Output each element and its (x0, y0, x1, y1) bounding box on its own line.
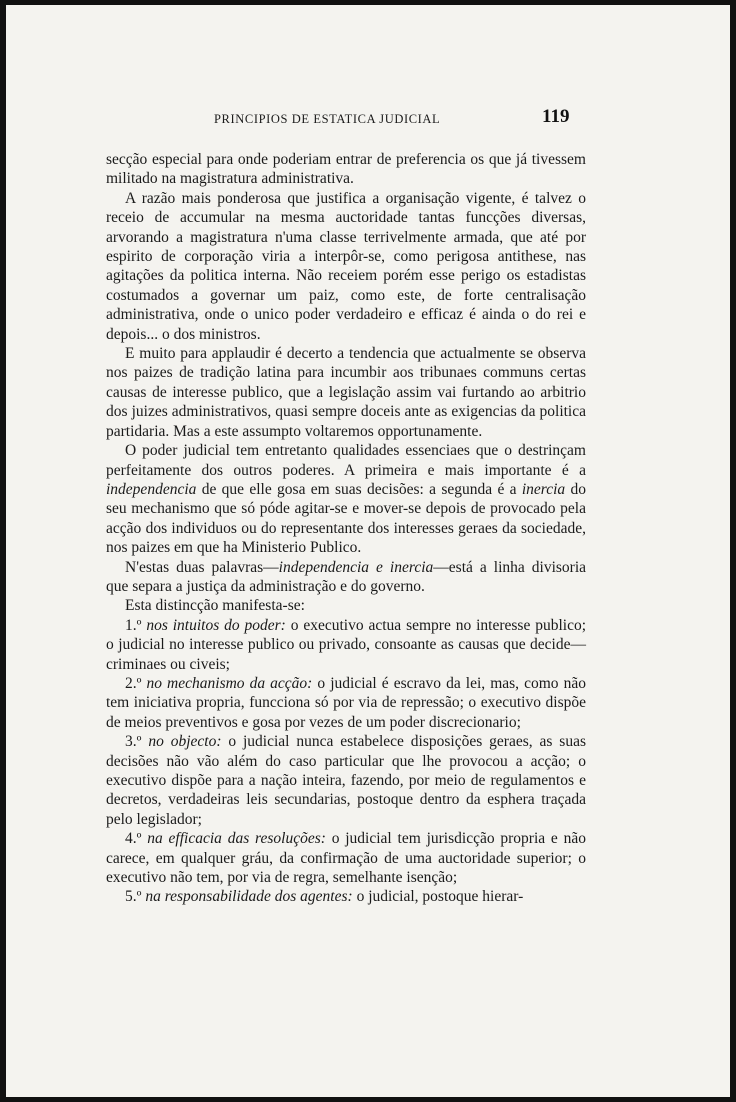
paragraph: A razão mais ponderosa que justifica a organisação vigente, é talvez o receio de accumular na mesma auctoridade tantas funcções diversas, arvorando a magistratura n'uma classe terrivelmente armada, que até por espirito de corporação viria a interpôr-se, como perigosa antithese, nas agitações da politica interna. Não receiem porém esse perigo os estadistas costumados a governar um paiz, como este, de forte centralisação administrativa, onde o unico poder verdadeiro e efficaz é ainda o do rei e depois... o dos ministros. (106, 189, 586, 343)
paragraph: Esta distincção manifesta-se: (125, 597, 305, 615)
paragraph: N'estas duas palavras—independencia e inercia—está a linha divisoria que separa a justiça da administração e do governo. (106, 558, 587, 595)
emphasis: inercia (521, 480, 566, 498)
list-item: 1.º nos intuitos do poder: o executivo actua sempre no interesse publico; o judicial no interesse publico ou privado, consoante as causas que decide—criminaes ou civeis; (106, 616, 587, 673)
emphasis: na responsabilidade dos agentes: (145, 888, 353, 906)
list-item: 5.º na responsabilidade dos agentes: o judicial, postoque hierar- (125, 888, 524, 906)
paragraph: E muito para applaudir é decerto a tendencia que actualmente se observa nos paizes de tradição latina para incumbir aos tribunaes communs certas causas de interesse publico, que a legislação assim vai furtando ao arbitrio dos juizes administrativos, quasi sempre doceis ante as exigencias da politica partidaria. Mas a este assumpto voltaremos opportunamente. (106, 345, 586, 440)
emphasis: na efficacia das resoluções: (147, 830, 326, 848)
book-page (6, 5, 730, 1097)
page-number: 119 (542, 106, 570, 127)
emphasis: independencia e inercia (278, 558, 434, 576)
running-title: PRINCIPIOS DE ESTATICA JUDICIAL (214, 112, 441, 126)
list-item: 2.º no mechanismo da acção: o judicial é escravo da lei, mas, como não tem iniciativa propria, funcciona só por via de repressão; o executivo dispõe de meios preventivos e gosa por vezes de um poder discrecionario; (106, 674, 586, 731)
list-item: 4.º na efficacia das resoluções: o judicial tem jurisdicção propria e não carece, em qualquer gráu, da confirmação de uma auctoridade superior; o executivo não tem, por via de regra, semelhante isenção; (106, 830, 586, 887)
emphasis: nos intuitos do poder: (146, 616, 286, 634)
paragraph: O poder judicial tem entretanto qualidades essenciaes que o destrinçam perfeitamente dos outros poderes. A primeira e mais importante é a independencia de que elle gosa em suas decisões: a segunda é a inercia do seu mechanismo que só póde agitar-se e mover-se depois de provocado pela acção dos individuos ou do representante dos interesses geraes da sociedade, nos paizes em que ha Ministerio Publico. (106, 442, 587, 557)
emphasis: independencia (106, 480, 197, 498)
emphasis: no objecto: (148, 733, 222, 751)
paragraph: secção especial para onde poderiam entrar de preferencia os que já tivessem militado na magistratura administrativa. (106, 151, 586, 188)
body-text (106, 150, 586, 907)
emphasis: no mechanismo da acção: (146, 674, 313, 692)
page-header (6, 106, 730, 132)
list-item: 3.º no objecto: o judicial nunca estabelece disposições geraes, as suas decisões não vão além do caso particular que lhe provocou a acção; o executivo dispõe para a nação inteira, fazendo, por meio de regulamentos e decretos, verdadeiras leis secundarias, postoque dentro da esphera traçada pelo legislador; (106, 733, 586, 828)
